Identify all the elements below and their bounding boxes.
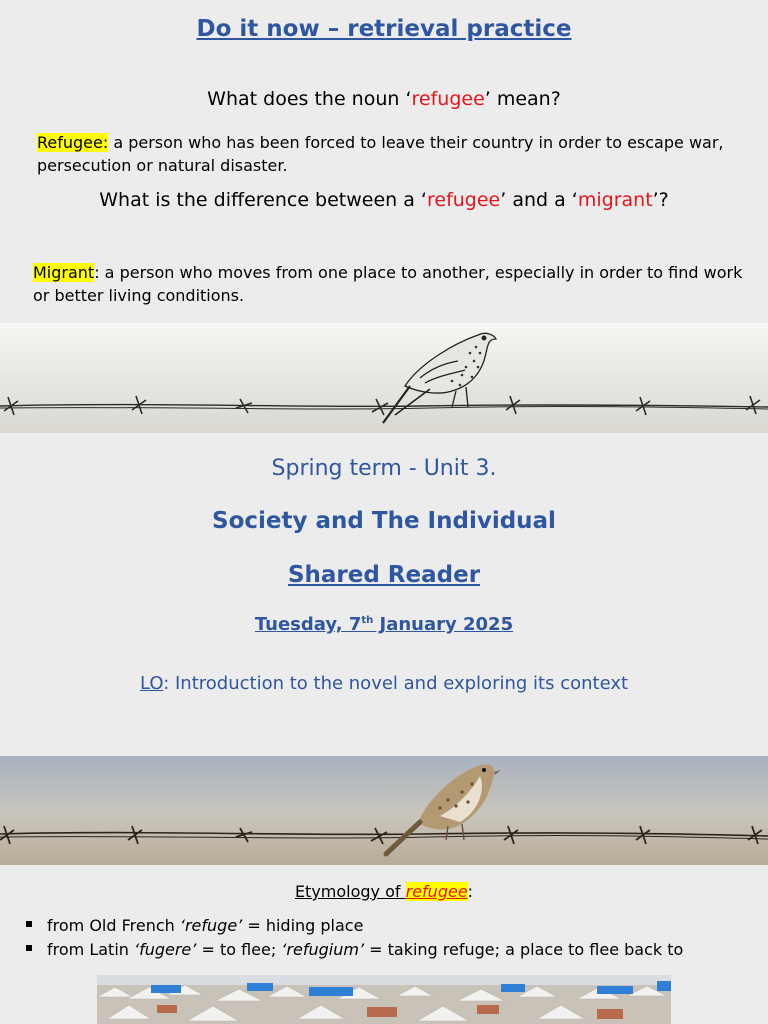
date-suffix: th <box>361 615 374 626</box>
retrieval-title: Do it now – retrieval practice <box>196 16 572 42</box>
question-keyword: migrant <box>577 189 653 211</box>
lo-label: LO <box>139 673 164 694</box>
refugee-camp-image <box>97 975 671 1024</box>
etymology-label: Etymology of <box>294 882 406 901</box>
unit-title: Society and The Individual <box>212 508 556 534</box>
etymology-list <box>22 914 752 962</box>
latin-term: ‘refuge’ <box>179 916 243 935</box>
bird-photo <box>386 764 501 854</box>
etymology-colon: : <box>467 882 474 901</box>
bird-sketch <box>383 333 496 423</box>
definition-text: : a person who moves from one place to another, especially in order to find work or better living conditions. <box>33 263 743 305</box>
definition-term: Migrant <box>33 263 95 282</box>
shared-reader-heading: Shared Reader <box>287 562 481 588</box>
latin-term: ‘refugium’ <box>281 940 365 959</box>
question-refugee <box>0 88 768 110</box>
latin-term: ‘fugere’ <box>133 940 197 959</box>
question-text: What does the noun ‘ <box>207 88 412 110</box>
definition-term: Refugee: <box>37 133 109 152</box>
definition-text: a person who has been forced to leave their country in order to escape war, persecution or natural disaster. <box>37 133 724 175</box>
lo-text: : Introduction to the novel and exploring its context <box>163 673 629 694</box>
etymology-keyword: refugee <box>405 882 468 901</box>
etymology-title <box>0 882 768 901</box>
lesson-date <box>0 614 768 635</box>
date-text: January 2025 <box>373 614 514 635</box>
refugee-definition <box>37 131 737 177</box>
migrant-definition <box>33 261 743 307</box>
learning-objective <box>0 673 768 694</box>
bird-on-barbed-wire-image <box>0 323 768 433</box>
question-keyword: refugee <box>411 88 485 110</box>
question-difference <box>0 189 768 211</box>
question-text: ’ and a ‘ <box>500 189 578 211</box>
question-text: ’? <box>652 189 669 211</box>
bird-photo-image <box>0 756 768 865</box>
list-item: from Latin ‘fugere’ = to flee; ‘refugium’ = taking refuge; a place to flee back to <box>22 938 752 962</box>
date-text: Tuesday, 7 <box>254 614 362 635</box>
question-keyword: refugee <box>426 189 501 211</box>
list-item: from Old French ‘refuge’ = hiding place <box>22 914 752 938</box>
question-text: What is the difference between a ‘ <box>99 189 427 211</box>
term-unit-heading: Spring term - Unit 3. <box>271 456 497 481</box>
question-text: ’ mean? <box>484 88 561 110</box>
